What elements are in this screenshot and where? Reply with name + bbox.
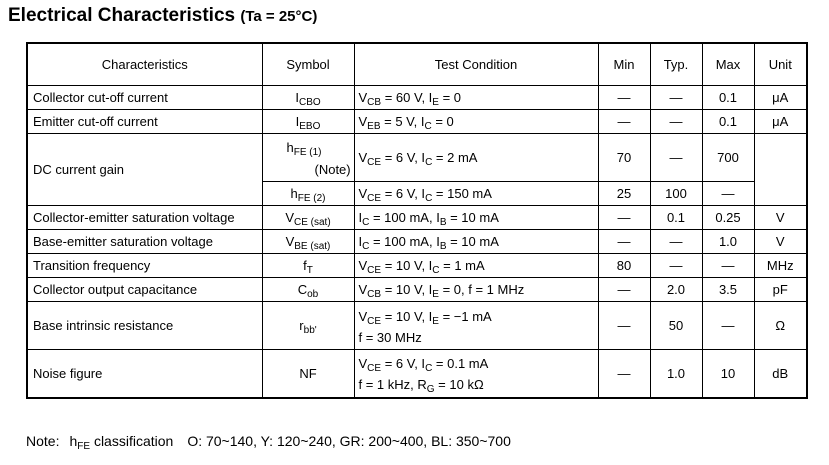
test-condition: $V_{CB} = 60$ V, $I_E = 0$ [354,86,598,110]
unit-value: μA [754,86,807,110]
typ-value: 1.0 [650,350,702,398]
col-symbol: Symbol [262,43,354,86]
max-value: — [702,302,754,350]
symbol-cell: NF [262,350,354,398]
test-condition: $V_{CE} = 10$ V, $I_E = -1$ mA f = 30 MHz [354,302,598,350]
symbol-cell: $C_{ob}$ [262,278,354,302]
max-value: — [702,182,754,206]
max-value: 1.0 [702,230,754,254]
min-value: — [598,110,650,134]
col-min: Min [598,43,650,86]
characteristic-name: Emitter cut-off current [27,110,262,134]
max-value: 0.1 [702,86,754,110]
symbol-cell: $r_{bb'}$ [262,302,354,350]
test-condition: $V_{EB} = 5$ V, $I_C = 0$ [354,110,598,134]
table-row [27,206,807,230]
max-value: 0.1 [702,110,754,134]
characteristic-name: Collector-emitter saturation voltage [27,206,262,230]
unit-value: V [754,230,807,254]
symbol-cell: $I_{EBO}$ [262,110,354,134]
table-row [27,134,807,182]
unit-value: Ω [754,302,807,350]
col-max: Max [702,43,754,86]
test-condition: $V_{CE} = 10$ V, $I_C = 1$ mA [354,254,598,278]
characteristic-name: DC current gain [27,134,262,206]
table-row [27,278,807,302]
symbol-cell: $I_{CBO}$ [262,86,354,110]
note-label: Note: [26,433,60,449]
unit-value: pF [754,278,807,302]
typ-value: 0.1 [650,206,702,230]
max-value: 10 [702,350,754,398]
typ-value: — [650,110,702,134]
test-condition: $V_{CE} = 6$ V, $I_C = 0.1$ mA f = 1 kHz, $R_G = 10$ kΩ [354,350,598,398]
characteristic-name: Noise figure [27,350,262,398]
typ-value: 50 [650,302,702,350]
test-condition: $I_C = 100$ mA, $I_B = 10$ mA [354,206,598,230]
note-symbol: $h_{FE}$ [69,433,91,452]
unit-value [754,134,807,206]
unit-value: MHz [754,254,807,278]
table-row [27,86,807,110]
test-condition: $V_{CE} = 6$ V, $I_C = 150$ mA [354,182,598,206]
note [26,433,511,452]
min-value: — [598,278,650,302]
col-unit: Unit [754,43,807,86]
electrical-characteristics-table [26,42,808,399]
page-title [8,5,317,27]
title-main: Electrical Characteristics [8,5,236,26]
min-value: — [598,302,650,350]
characteristic-name: Collector output capacitance [27,278,262,302]
note-text: classification [93,433,174,449]
col-test-condition: Test Condition [354,43,598,86]
typ-value: — [650,230,702,254]
typ-value: 2.0 [650,278,702,302]
symbol-cell: $V_{CE (sat)}$ [262,206,354,230]
characteristic-name: Base intrinsic resistance [27,302,262,350]
min-value: 25 [598,182,650,206]
symbol-cell: $V_{BE (sat)}$ [262,230,354,254]
typ-value: — [650,254,702,278]
test-condition: $V_{CE} = 6$ V, $I_C = 2$ mA [354,134,598,182]
table-row [27,110,807,134]
max-value: 0.25 [702,206,754,230]
max-value: — [702,254,754,278]
test-condition: $V_{CB} = 10$ V, $I_E = 0$, f = 1 MHz [354,278,598,302]
min-value: — [598,206,650,230]
typ-value: — [650,134,702,182]
typ-value: — [650,86,702,110]
characteristic-name: Base-emitter saturation voltage [27,230,262,254]
min-value: — [598,230,650,254]
symbol-cell: $f_T$ [262,254,354,278]
unit-value: V [754,206,807,230]
test-condition: $I_C = 100$ mA, $I_B = 10$ mA [354,230,598,254]
min-value: — [598,350,650,398]
min-value: — [598,86,650,110]
characteristic-name: Transition frequency [27,254,262,278]
col-typ: Typ. [650,43,702,86]
max-value: 700 [702,134,754,182]
symbol-cell: $h_{FE (1)}$ (Note) [262,134,354,182]
table-row [27,254,807,278]
symbol-cell: $h_{FE (2)}$ [262,182,354,206]
col-characteristics: Characteristics [27,43,262,86]
table-row [27,230,807,254]
header-row [27,43,807,86]
unit-value: dB [754,350,807,398]
note-classes: O: 70~140, Y: 120~240, GR: 200~400, BL: 350~700 [187,433,511,449]
table-row [27,350,807,398]
min-value: 70 [598,134,650,182]
characteristic-name: Collector cut-off current [27,86,262,110]
max-value: 3.5 [702,278,754,302]
min-value: 80 [598,254,650,278]
unit-value: μA [754,110,807,134]
table-row [27,302,807,350]
typ-value: 100 [650,182,702,206]
title-condition: (Ta = 25°C) [240,8,318,25]
